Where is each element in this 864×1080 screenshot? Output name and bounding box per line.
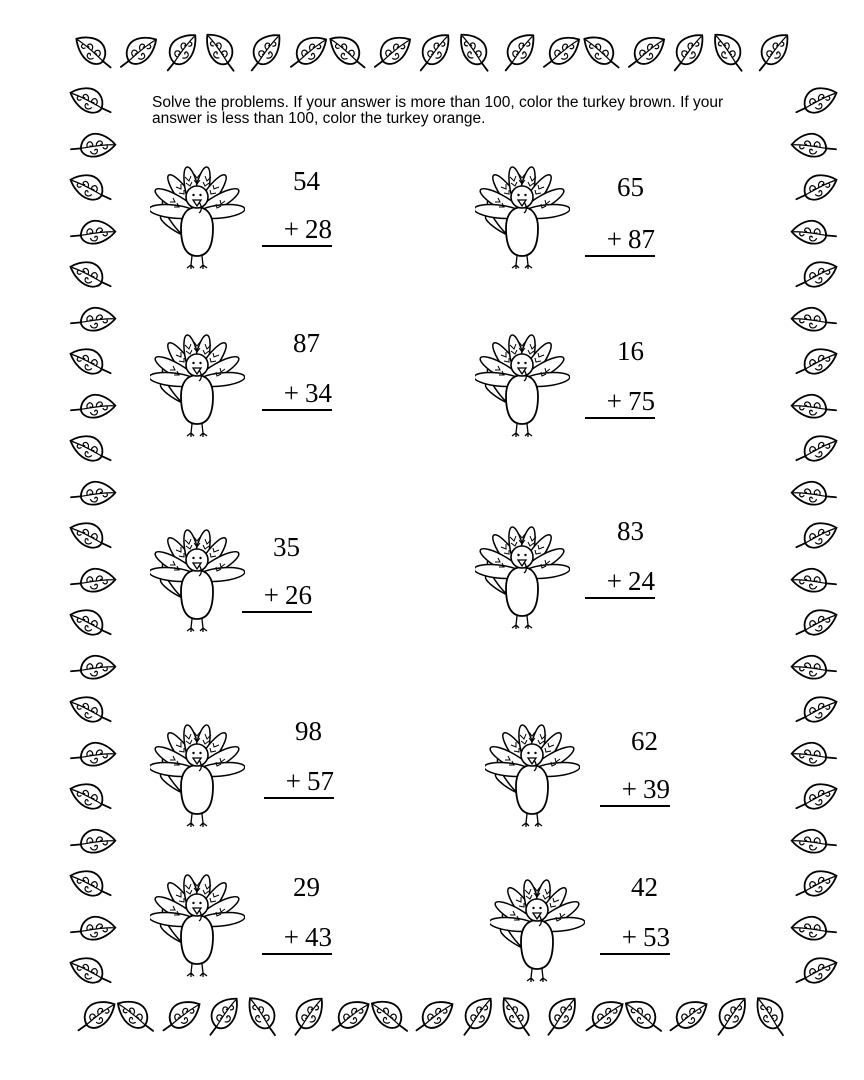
leaf-icon bbox=[579, 994, 625, 1040]
leaf-icon bbox=[787, 117, 843, 173]
leaf-icon bbox=[787, 552, 843, 608]
addend-top: 54 bbox=[293, 166, 320, 196]
addend-bottom-value: 87 bbox=[628, 224, 655, 254]
leaf-icon bbox=[64, 117, 120, 173]
plus-sign: + bbox=[285, 766, 301, 796]
leaf-icon bbox=[453, 30, 498, 75]
leaf-icon bbox=[787, 813, 843, 869]
instructions-text: Solve the problems. If your answer is more than 100, color the turkey brown. If your answer is less than 100, color the turkey orange. bbox=[152, 94, 724, 127]
turkey-icon bbox=[485, 710, 580, 830]
leaf-icon bbox=[664, 994, 710, 1040]
turkey-icon bbox=[150, 320, 245, 440]
leaf-icon bbox=[156, 994, 202, 1040]
addend-top: 62 bbox=[631, 726, 658, 756]
leaf-icon bbox=[64, 639, 120, 695]
leaf-icon bbox=[787, 639, 843, 695]
leaf-icon bbox=[64, 900, 120, 956]
turkey-icon bbox=[150, 860, 245, 980]
plus-sign: + bbox=[621, 922, 637, 952]
addend-top: 16 bbox=[617, 336, 644, 366]
leaf-icon bbox=[707, 30, 752, 75]
leaf-icon bbox=[64, 204, 120, 260]
leaf-icon bbox=[787, 204, 843, 260]
addend-top: 83 bbox=[617, 516, 644, 546]
addend-bottom-value: 53 bbox=[643, 922, 670, 952]
turkey-icon bbox=[475, 512, 570, 632]
addend-bottom-value: 28 bbox=[305, 214, 332, 244]
leaf-icon bbox=[411, 31, 455, 75]
leaf-icon bbox=[64, 552, 120, 608]
leaf-icon bbox=[64, 378, 120, 434]
leaf-icon bbox=[158, 31, 202, 75]
leaf-icon bbox=[787, 726, 843, 782]
leaf-icon bbox=[495, 994, 541, 1040]
addend-bottom bbox=[262, 922, 332, 955]
leaf-icon bbox=[284, 994, 329, 1039]
addend-bottom bbox=[585, 566, 655, 599]
leaf-icon bbox=[581, 31, 625, 75]
plus-sign: + bbox=[263, 580, 279, 610]
addend-bottom-value: 26 bbox=[285, 580, 312, 610]
plus-sign: + bbox=[283, 214, 299, 244]
addend-bottom-value: 34 bbox=[305, 378, 332, 408]
leaf-icon bbox=[665, 31, 709, 75]
leaf-icon bbox=[787, 291, 843, 347]
addend-bottom-value: 57 bbox=[307, 766, 334, 796]
leaf-icon bbox=[64, 813, 120, 869]
turkey-icon bbox=[475, 320, 570, 440]
turkey-icon bbox=[150, 152, 245, 272]
leaf-icon bbox=[749, 994, 795, 1040]
leaf-icon bbox=[199, 994, 244, 1039]
plus-sign: + bbox=[606, 224, 622, 254]
leaf-icon bbox=[622, 30, 667, 75]
addend-bottom bbox=[585, 224, 655, 257]
leaf-icon bbox=[115, 30, 160, 75]
leaf-icon bbox=[73, 31, 117, 75]
leaf-icon bbox=[787, 465, 843, 521]
addend-bottom bbox=[262, 214, 332, 247]
leaf-icon bbox=[64, 726, 120, 782]
turkey-icon bbox=[150, 515, 245, 635]
leaf-icon bbox=[410, 994, 456, 1040]
leaf-icon bbox=[326, 994, 372, 1040]
leaf-icon bbox=[369, 30, 414, 75]
plus-sign: + bbox=[283, 922, 299, 952]
addend-bottom-value: 39 bbox=[643, 774, 670, 804]
addend-top: 98 bbox=[295, 716, 322, 746]
plus-sign: + bbox=[606, 386, 622, 416]
leaf-icon bbox=[199, 30, 244, 75]
addend-top: 87 bbox=[293, 328, 320, 358]
leaf-icon bbox=[453, 994, 498, 1039]
leaf-icon bbox=[115, 994, 160, 1039]
turkey-icon bbox=[475, 152, 570, 272]
leaf-icon bbox=[622, 994, 667, 1039]
addend-bottom bbox=[264, 766, 334, 799]
plus-sign: + bbox=[606, 566, 622, 596]
leaf-icon bbox=[369, 994, 414, 1039]
leaf-icon bbox=[66, 946, 117, 997]
plus-sign: + bbox=[283, 378, 299, 408]
addend-bottom bbox=[600, 922, 670, 955]
addend-top: 42 bbox=[631, 872, 658, 902]
leaf-icon bbox=[284, 30, 329, 75]
leaf-icon bbox=[750, 31, 794, 75]
leaf-icon bbox=[538, 994, 583, 1039]
leaf-icon bbox=[72, 994, 118, 1040]
addend-bottom-value: 24 bbox=[628, 566, 655, 596]
addend-bottom bbox=[262, 378, 332, 411]
turkey-icon bbox=[150, 710, 245, 830]
addend-top: 65 bbox=[617, 172, 644, 202]
addend-top: 35 bbox=[273, 532, 300, 562]
addend-bottom-value: 43 bbox=[305, 922, 332, 952]
leaf-icon bbox=[787, 378, 843, 434]
leaf-icon bbox=[327, 31, 371, 75]
leaf-icon bbox=[64, 465, 120, 521]
leaf-icon bbox=[707, 994, 752, 1039]
leaf-icon bbox=[242, 31, 286, 75]
leaf-icon bbox=[496, 31, 540, 75]
addend-bottom bbox=[585, 386, 655, 419]
leaf-icon bbox=[241, 994, 287, 1040]
addend-bottom bbox=[242, 580, 312, 613]
leaf-icon bbox=[64, 291, 120, 347]
leaf-icon bbox=[789, 946, 840, 997]
leaf-icon bbox=[538, 30, 583, 75]
addend-bottom bbox=[600, 774, 670, 807]
addend-bottom-value: 75 bbox=[628, 386, 655, 416]
leaf-icon bbox=[787, 900, 843, 956]
addend-top: 29 bbox=[293, 872, 320, 902]
plus-sign: + bbox=[621, 774, 637, 804]
turkey-icon bbox=[490, 865, 585, 985]
